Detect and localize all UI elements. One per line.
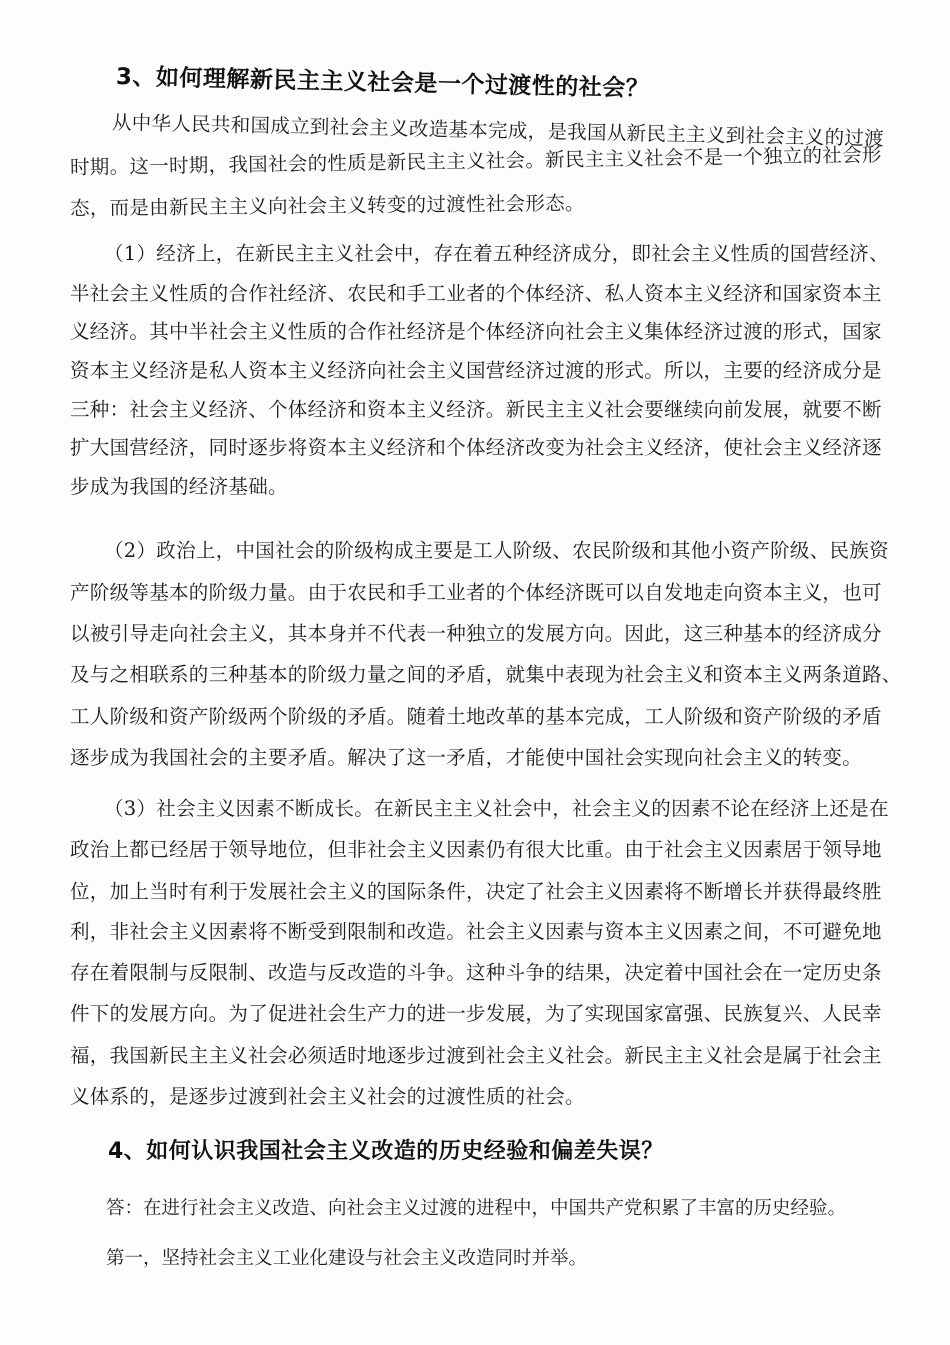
point1-line: 资本主义经济是私人资本主义经济向社会主义国营经济过渡的形式。所以，主要的经济成分是 — [70, 359, 882, 382]
point2-line: 工人阶级和资产阶级两个阶级的矛盾。随着土地改革的基本完成，工人阶级和资产阶级的矛盾 — [70, 705, 882, 728]
section4-title: 4、如何认识我国社会主义改造的历史经验和偏差失误？ — [108, 1139, 664, 1164]
point2-line: 及与之相联系的三种基本的阶级力量之间的矛盾，就集中表现为社会主义和资本主义两条道路、 — [70, 663, 902, 686]
section3-title: 3、如何理解新民主主义社会是一个过渡性的社会？ — [115, 64, 650, 103]
point3-line: 存在着限制与反限制、改造与反改造的斗争。这种斗争的结果，决定着中国社会在一定历史条 — [70, 961, 882, 984]
point1-line: 三种：社会主义经济、个体经济和资本主义经济。新民主主义社会要继续向前发展，就要不断 — [70, 398, 882, 421]
point3-line: （3）社会主义因素不断成长。在新民主主义社会中，社会主义的因素不论在经济上还是在 — [104, 797, 889, 820]
point3-line: 福，我国新民主主义社会必须适时地逐步过渡到社会主义社会。新民主主义社会是属于社会主 — [70, 1044, 882, 1067]
section3-intro-line: 时期。这一时期，我国社会的性质是新民主主义社会。新民主主义社会不是一个独立的社会形 — [69, 143, 882, 179]
point3-line: 件下的发展方向。为了促进社会生产力的进一步发展，为了实现国家富强、民族复兴、人民幸 — [70, 1002, 882, 1025]
point3-line: 利，非社会主义因素将不断受到限制和改造。社会主义因素与资本主义因素之间，不可避免地 — [70, 920, 882, 943]
point3-line: 政治上都已经居于领导地位，但非社会主义因素仍有很大比重。由于社会主义因素居于领导地 — [70, 838, 882, 861]
point3-line: 义体系的，是逐步过渡到社会主义社会的过渡性质的社会。 — [70, 1085, 585, 1108]
point1-line: 半社会主义性质的合作社经济、农民和手工业者的个体经济、私人资本主义经济和国家资本主 — [70, 282, 882, 305]
point2-line: 产阶级等基本的阶级力量。由于农民和手工业者的个体经济既可以自发地走向资本主义，也可 — [70, 581, 882, 604]
point1-line: 步成为我国的经济基础。 — [70, 475, 288, 498]
point2-line: （2）政治上，中国社会的阶级构成主要是工人阶级、农民阶级和其他小资产阶级、民族资 — [104, 539, 889, 562]
point3-line: 位，加上当时有利于发展社会主义的国际条件，决定了社会主义因素将不断增长并获得最终胜 — [70, 880, 882, 903]
section4-first-point: 第一，坚持社会主义工业化建设与社会主义改造同时并举。 — [106, 1248, 588, 1269]
point1-line: （1）经济上，在新民主主义社会中，存在着五种经济成分，即社会主义性质的国营经济、 — [104, 242, 889, 265]
point1-line: 义经济。其中半社会主义性质的合作社经济是个体经济向社会主义集体经济过渡的形式，国家 — [70, 320, 882, 343]
point2-line: 逐步成为我国社会的主要矛盾。解决了这一矛盾，才能使中国社会实现向社会主义的转变。 — [70, 746, 863, 769]
section3-intro-line: 态，而是由新民主主义向社会主义转变的过渡性社会形态。 — [69, 191, 585, 220]
section3-intro-line: 从中华人民共和国成立到社会主义改造基本完成，是我国从新民主主义到社会主义的过渡 — [111, 111, 885, 151]
section4-answer: 答：在进行社会主义改造、向社会主义过渡的进程中，中国共产党积累了丰富的历史经验。 — [106, 1198, 847, 1219]
point2-line: 以被引导走向社会主义，其本身并不代表一种独立的发展方向。因此，这三种基本的经济成分 — [70, 622, 882, 645]
point1-line: 扩大国营经济，同时逐步将资本主义经济和个体经济改变为社会主义经济，使社会主义经济逐 — [70, 436, 882, 459]
